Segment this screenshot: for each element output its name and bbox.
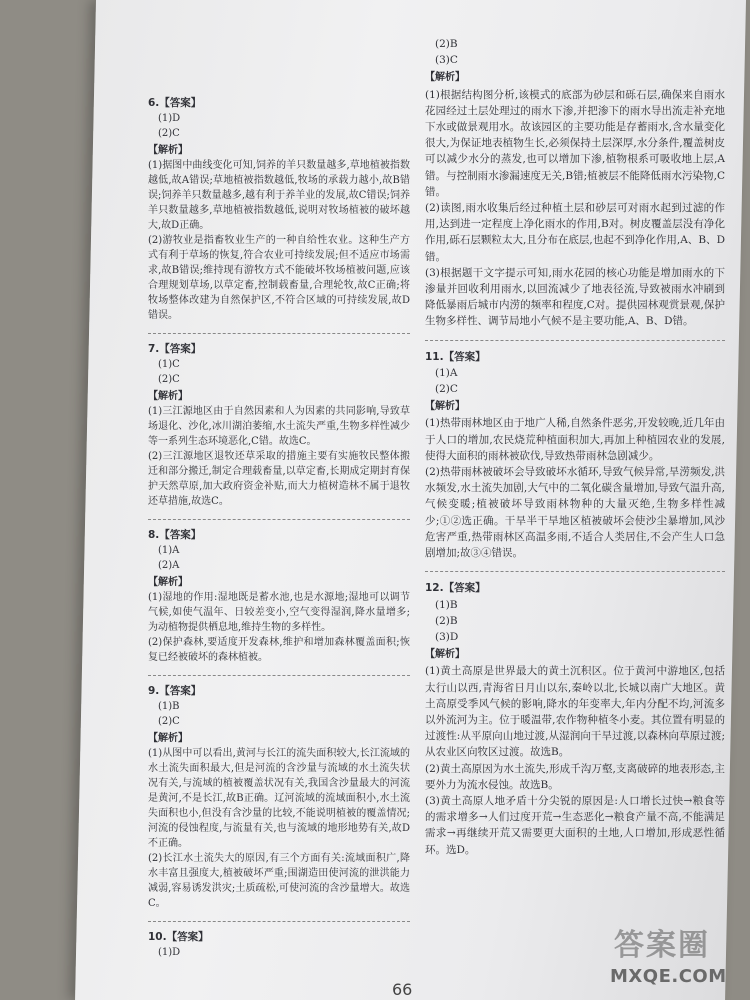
question-block — [148, 96, 410, 323]
analysis-paragraph: (1)从图中可以看出,黄河与长江的流失面积较大,长江流域的水土流失面积最大,但是河流的含沙量与流域的水土流失状况有关,与流域的植被覆盖状况有关,我国含沙量最大的河流是黄河,不是长江,故B正确。辽河流域的流域面积小,水土流失面积也小,但没有含沙量的比较,不能说明植被的覆盖情况;河流的侵蚀程度,与流量有关,也与流域的地形地势有关,故D不正确。 — [148, 748, 410, 849]
analysis-paragraph: (1)黄土高原是世界最大的黄土沉积区。位于黄河中游地区,包括太行山以西,青海省日月山以东,秦岭以北,长城以南广大地区。黄土高原受季风气候的影响,降水的年变率大,年内分配不均,河流多以外流河为主。位于暖温带,农作物种植冬小麦。其位置有明显的过渡性:从平原向山地过渡,从湿润向干旱过渡,以森林向草原过渡;从农业区向牧区过渡。故选B。 — [425, 665, 725, 759]
analysis-paragraph: (1)根据结构图分析,该模式的底部为砂层和砾石层,确保来自雨水花园经过土层处理过的雨水下渗,并把渗下的雨水导出流走补充地下水或做景观用水。故该园区的主要功能是存蓄雨水,含水量变化很大,为保证地表植物生长,必须保持土层深厚,水分条件,覆盖树皮可以减少水分的蒸发,也可以增加下渗,植物根系可吸收地上层,A错。与控制雨水渗漏速度无关,B错;植被层不能降低雨水污染物,C错。 — [425, 88, 725, 198]
analysis-paragraph: (3)根据题干文字提示可知,雨水花园的核心功能是增加雨水的下渗量并回收利用雨水,以回流减少了地表径流,导致被雨水冲刷到降低暴雨后城市内涝的频率和程度,C对。提供园林观赏景观,保护生物多样性、调节局地小气候不是主要功能,A、B、D错。 — [425, 266, 725, 328]
answer-item: (2)C — [158, 716, 180, 727]
answer-item: (1)A — [435, 366, 458, 379]
analysis-label: 【解析】 — [148, 577, 188, 588]
question-header: 12.【答案】 — [425, 582, 486, 595]
analysis-paragraph: (1)热带雨林地区由于地广人稀,自然条件恶劣,开发较晚,近几年由于人口的增加,农民烧荒种植面积加大,再加上种植园农业的发展,使得大面积的雨林被砍伐,导致热带雨林急剧减少。 — [425, 417, 725, 462]
answer-item: (1)D — [158, 947, 181, 958]
analysis-paragraph: (1)三江源地区由于自然因素和人为因素的共同影响,导致草场退化、沙化,冰川湖泊萎缩,水土流失严重,生物多样性减少等一系列生态环境恶化,C错。故选C。 — [148, 406, 410, 447]
analysis-label: 【解析】 — [425, 72, 465, 84]
analysis-label: 【解析】 — [425, 649, 465, 661]
question-block — [425, 349, 725, 562]
answer-item: (1)C — [158, 359, 180, 370]
analysis-label: 【解析】 — [148, 733, 188, 744]
analysis-paragraph: (2)黄土高原因为水土流失,形成千沟万壑,支离破碎的地表形态,主要外力为流水侵蚀。故选B。 — [425, 762, 725, 791]
answer-item: (1)D — [158, 113, 181, 124]
answer-item: (2)C — [158, 374, 180, 385]
section-divider — [148, 921, 410, 922]
analysis-paragraph: (2)三江源地区退牧还草采取的措施主要有实施牧民整体搬迁和部分搬迁,制定合理载畜量,以草定畜,长期成定期封育保护天然草原,加大政府资金补贴,而大力植树造林不属于退牧还草措施,故选C。 — [148, 451, 410, 507]
answer-item: (3)C — [435, 54, 458, 67]
question-block — [148, 930, 410, 960]
page-number: 66 — [392, 980, 413, 999]
watermark-logo: 答案圈 — [614, 928, 710, 963]
answer-item: (3)D — [435, 630, 459, 643]
question-block — [148, 684, 410, 911]
question-header: 7.【答案】 — [148, 343, 202, 355]
analysis-label: 【解析】 — [148, 391, 188, 402]
question-header: 11.【答案】 — [425, 350, 486, 363]
analysis-paragraph: (2)长江水土流失大的原因,有三个方面有关:流域面积广,降水丰富且强度大,植被破坏严重;围湖造田使河流的泄洪能力减弱,容易诱发洪灾;土质疏松,可使河流的含沙量增大。故选C。 — [148, 853, 410, 909]
analysis-paragraph: (2)读图,雨水收集后经过种植土层和砂层可对雨水起到过滤的作用,达到进一定程度上净化雨水的作用,B对。树皮覆盖层没有净化作用,砾石层颗粒太大,且分布在底层,也起不到净化作用,A、B、D错。 — [425, 202, 725, 263]
analysis-paragraph: (2)游牧业是指畜牧业生产的一种自给性农业。这种生产方式有利于草场的恢复,符合农业可持续发展;但不适应市场需求,故B错误;维持现有游牧方式不能破坏牧场植被问题,应该合理规划草场,以草定畜,控制载畜量,合理轮牧,故C正确;将牧场整体改建为自然保护区,不符合区域的可持续发展,故D错误。 — [148, 235, 410, 321]
answer-item: (2)C — [158, 128, 180, 139]
question-header: 10.【答案】 — [148, 931, 209, 943]
right-column — [425, 36, 725, 868]
section-divider — [148, 333, 410, 334]
analysis-paragraph: (3)黄土高原人地矛盾十分尖锐的原因是:人口增长过快→粮食等的需求增多→人们过度开荒→生态恶化→粮食产量不高,不能满足需求→再继续开荒又需要更大面积的土地,人口增加,形成恶性循环。选D。 — [425, 794, 725, 856]
answer-item: (1)B — [158, 701, 180, 712]
analysis-label: 【解析】 — [425, 401, 465, 413]
question-header: 6.【答案】 — [148, 97, 202, 109]
watermark — [610, 918, 742, 994]
question-header: 8.【答案】 — [148, 529, 202, 541]
analysis-paragraph: (2)热带雨林被破坏会导致破坏水循环,导致气候异常,旱涝频发,洪水频发,水土流失加剧,大气中的二氧化碳含量增加,导致气温升高,气候变暖;植被破坏导致雨林物种的大量灭绝,生物多样性减少;①②选正确。干旱半干旱地区植被破坏会使沙尘暴增加,风沙危害严重,热带雨林区高温多雨,不适合人类居住,不会产生人口急剧增加;故③④错误。 — [425, 466, 725, 560]
question-header: 9.【答案】 — [148, 685, 202, 697]
question-block — [148, 528, 410, 665]
section-divider — [425, 340, 725, 341]
question-block — [425, 580, 725, 857]
analysis-paragraph: (1)据图中曲线变化可知,饲养的羊只数量越多,草地植被指数越低,故A错误;草地植被指数越低,牧场的承载力越小,故B错误;饲养羊只数量越多,越有利于养羊业的发展,故C错误;饲养羊只数量越多,草地植被指数越低,说明对牧场植被的破坏越大,故D正确。 — [148, 160, 410, 231]
answer-item: (1)A — [158, 545, 180, 556]
question-block — [425, 36, 725, 330]
answer-item: (2)B — [435, 38, 458, 50]
question-block — [148, 342, 410, 509]
section-divider — [148, 519, 410, 520]
answer-item: (2)C — [435, 383, 458, 396]
watermark-text: MXQE.COM — [610, 966, 727, 987]
answer-item: (2)B — [435, 614, 458, 627]
answer-item: (2)A — [158, 560, 180, 571]
section-divider — [148, 675, 410, 676]
section-divider — [425, 571, 725, 572]
analysis-paragraph: (2)保护森林,要适度开发森林,维护和增加森林覆盖面积;恢复已经被破坏的森林植被。 — [148, 637, 410, 663]
answer-item: (1)B — [435, 598, 458, 611]
analysis-label: 【解析】 — [148, 145, 188, 156]
analysis-paragraph: (1)湿地的作用:湿地既是蓄水池,也是水源地;湿地可以调节气候,如使气温年、日较差变小,空气变得湿润,降水量增多;为动植物提供栖息地,维持生物的多样性。 — [148, 592, 410, 633]
left-column — [148, 96, 410, 970]
